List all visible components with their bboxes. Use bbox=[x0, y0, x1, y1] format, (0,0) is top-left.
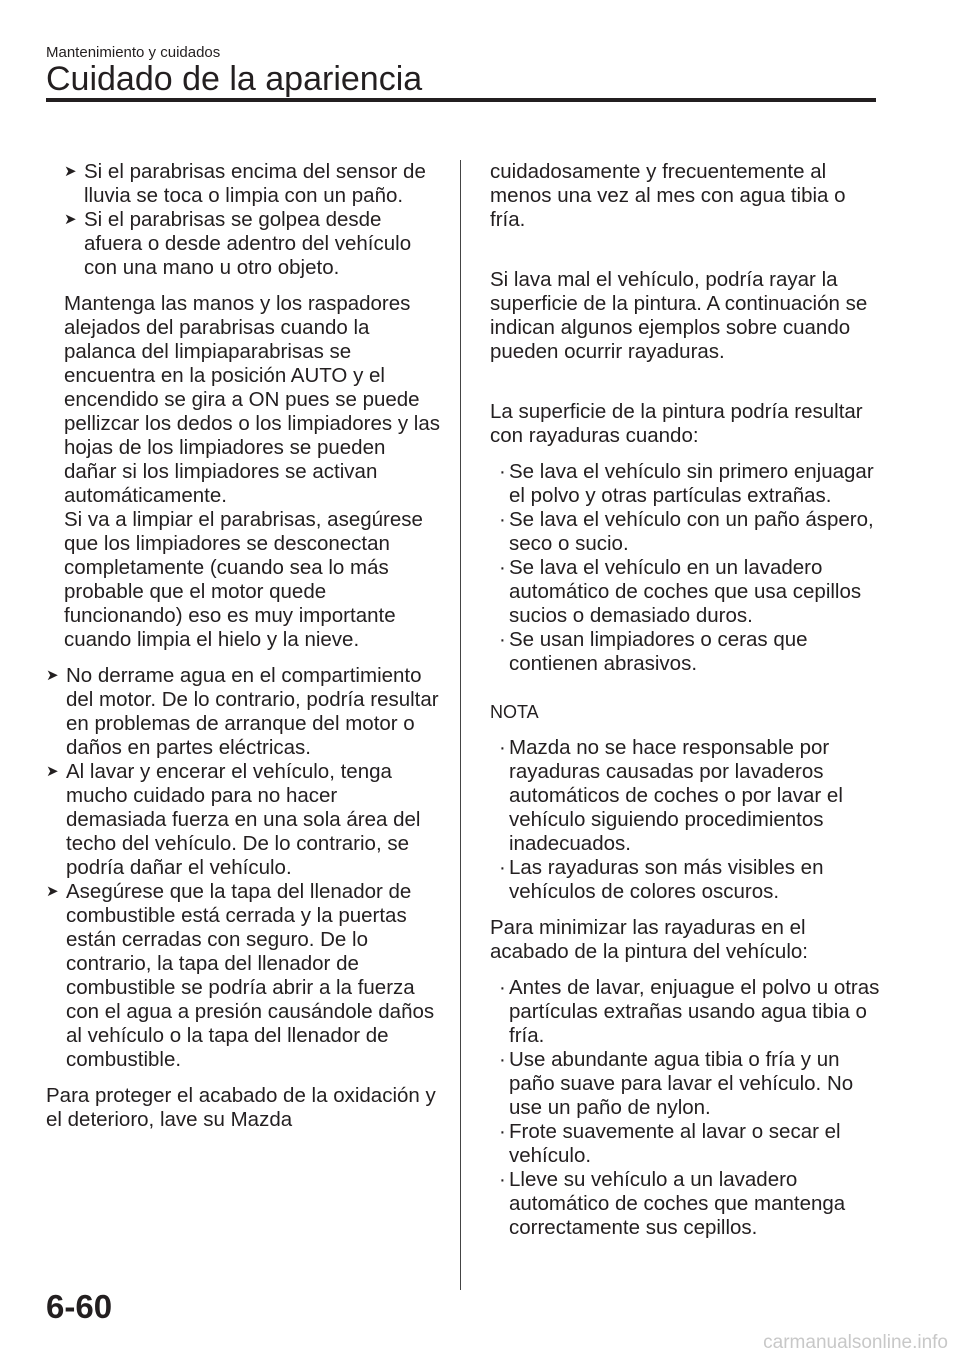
list-item bbox=[490, 976, 882, 1048]
triangle-right-icon: ➤ bbox=[46, 763, 59, 780]
column-divider bbox=[460, 160, 461, 1290]
page-title: Cuidado de la apariencia bbox=[46, 60, 423, 98]
list-item bbox=[46, 664, 442, 760]
list-item-text: Mazda no se hace responsable por rayaduras causadas por lavaderos automáticos de coches o por lavar el vehículo siguiendo procedimientos inadecuados. bbox=[509, 736, 843, 855]
scratch-intro-paragraph: Si lava mal el vehículo, podría rayar la superficie de la pintura. A continuación se indican algunos ejemplos sobre cuando pueden ocurrir rayaduras. bbox=[490, 268, 868, 363]
scratch-when-paragraph: La superficie de la pintura podría resultar con rayaduras cuando: bbox=[490, 400, 863, 447]
section-label: Mantenimiento y cuidados bbox=[46, 44, 221, 61]
scratch-causes-list bbox=[490, 460, 882, 676]
middle-dot-icon: · bbox=[499, 508, 506, 531]
list-item bbox=[64, 160, 442, 208]
header-rule bbox=[46, 98, 876, 102]
nota-list bbox=[490, 736, 882, 904]
list-item-text: Se usan limpiadores o ceras que contienen abrasivos. bbox=[509, 628, 808, 675]
list-item-text: Antes de lavar, enjuague el polvo u otras partículas extrañas usando agua tibia o fría. bbox=[509, 976, 880, 1047]
middle-dot-icon: · bbox=[499, 1120, 506, 1143]
nota-heading: NOTA bbox=[490, 702, 539, 722]
list-item bbox=[490, 736, 882, 856]
list-item bbox=[490, 1048, 882, 1120]
list-item-text: Use abundante agua tibia o fría y un paño suave para lavar el vehículo. No use un paño de nylon. bbox=[509, 1048, 854, 1119]
list-item-text: No derrame agua en el compartimiento del motor. De lo contrario, podría resultar en problemas de arranque del motor o daños en partes eléctricas. bbox=[66, 664, 439, 759]
middle-dot-icon: · bbox=[499, 556, 506, 579]
list-item bbox=[490, 556, 882, 628]
list-item-text: Si el parabrisas se golpea desde afuera o desde adentro del vehículo con una mano u otro objeto. bbox=[84, 208, 412, 279]
left-column bbox=[46, 160, 442, 1144]
middle-dot-icon: · bbox=[499, 1168, 506, 1191]
list-item-text: Las rayaduras son más visibles en vehículos de colores oscuros. bbox=[509, 856, 824, 903]
middle-dot-icon: · bbox=[499, 628, 506, 651]
wash-frequency-paragraph: cuidadosamente y frecuentemente al menos una vez al mes con agua tibia o fría. bbox=[490, 160, 846, 231]
triangle-right-icon: ➤ bbox=[64, 163, 77, 180]
list-item bbox=[490, 628, 882, 676]
list-item bbox=[490, 856, 882, 904]
list-item-text: Lleve su vehículo a un lavadero automático de coches que mantenga correctamente sus cepillos. bbox=[509, 1168, 846, 1239]
list-item-text: Se lava el vehículo con un paño áspero, seco o sucio. bbox=[509, 508, 874, 555]
protect-finish-paragraph: Para proteger el acabado de la oxidación y el deterioro, lave su Mazda bbox=[46, 1084, 436, 1131]
washing-caution-list bbox=[46, 664, 442, 1072]
middle-dot-icon: · bbox=[499, 1048, 506, 1071]
rain-sensor-list bbox=[64, 160, 442, 280]
watermark: carmanualsonline.info bbox=[763, 1332, 948, 1353]
list-item-text: Asegúrese que la tapa del llenador de combustible está cerrada y la puertas están cerradas con seguro. De lo contrario, la tapa del llenador de combustible se podría abrir a la fuerza con el agua a presión causándole daños al vehículo o la tapa del llenador de combustible. bbox=[66, 880, 435, 1071]
list-item bbox=[490, 460, 882, 508]
list-item bbox=[490, 508, 882, 556]
list-item bbox=[46, 760, 442, 880]
list-item-text: Al lavar y encerar el vehículo, tenga mucho cuidado para no hacer demasiada fuerza en una sola área del techo del vehículo. De lo contrario, se podría dañar el vehículo. bbox=[66, 760, 421, 879]
list-item bbox=[490, 1168, 882, 1240]
paragraph-text: Si va a limpiar el parabrisas, asegúrese que los limpiadores se desconectan completamente (cuando sea lo más probable que el motor quede funcionando) eso es muy importante cuando limpia el hielo y la nieve. bbox=[64, 508, 423, 651]
minimize-scratches-paragraph: Para minimizar las rayaduras en el acabado de la pintura del vehículo: bbox=[490, 916, 808, 963]
triangle-right-icon: ➤ bbox=[64, 211, 77, 228]
list-item-text: Se lava el vehículo en un lavadero automático de coches que usa cepillos sucios o demasiado duros. bbox=[509, 556, 862, 627]
middle-dot-icon: · bbox=[499, 976, 506, 999]
list-item bbox=[46, 880, 442, 1072]
middle-dot-icon: · bbox=[499, 856, 506, 879]
triangle-right-icon: ➤ bbox=[46, 667, 59, 684]
middle-dot-icon: · bbox=[499, 736, 506, 759]
right-column bbox=[490, 160, 882, 1240]
middle-dot-icon: · bbox=[499, 460, 506, 483]
list-item-text: Si el parabrisas encima del sensor de lluvia se toca o limpia con un paño. bbox=[84, 160, 426, 207]
page-number: 6-60 bbox=[46, 1288, 113, 1325]
triangle-right-icon: ➤ bbox=[46, 883, 59, 900]
list-item-text: Frote suavemente al lavar o secar el vehículo. bbox=[509, 1120, 841, 1167]
minimize-tips-list bbox=[490, 976, 882, 1240]
list-item bbox=[64, 208, 442, 280]
paragraph-text: Mantenga las manos y los raspadores alejados del parabrisas cuando la palanca del limpiaparabrisas se encuentra en la posición AUTO y el encendido se gira a ON pues se puede pellizcar los dedos o los limpiadores y las hojas de los limpiadores se pueden dañar si los limpiadores se activan automáticamente. bbox=[64, 292, 441, 507]
wiper-warning-paragraph bbox=[64, 292, 442, 652]
list-item bbox=[490, 1120, 882, 1168]
list-item-text: Se lava el vehículo sin primero enjuagar el polvo y otras partículas extrañas. bbox=[509, 460, 874, 507]
